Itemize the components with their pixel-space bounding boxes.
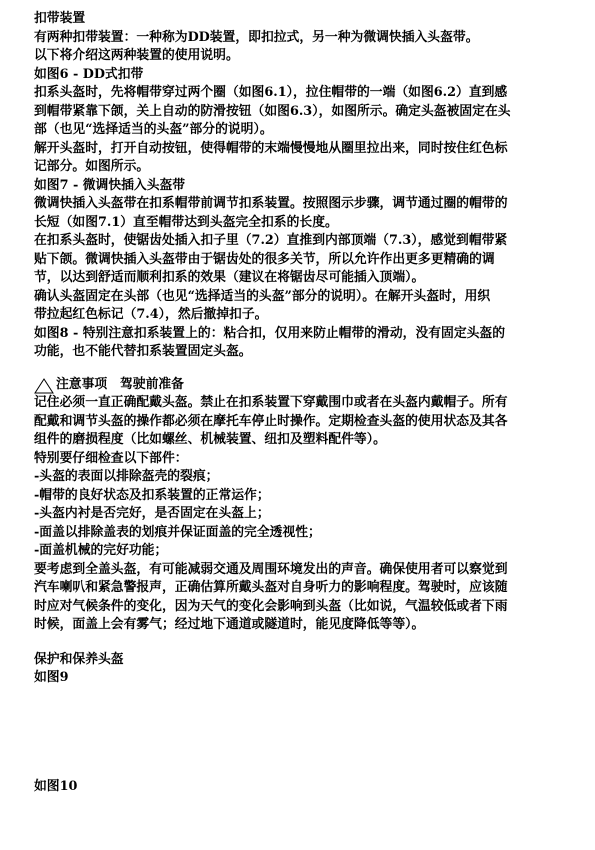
body-line: 解开头盔时，打开自动按钮，使得帽带的末端慢慢地从圈里拉出来，同时按住红色标 [34,140,508,156]
body-line: 功能，也不能代替扣系装置固定头盔。 [34,344,252,359]
body-line: 以下将介绍这两种装置的使用说明。 [34,48,239,63]
body-line: -面盖以排除盖表的划痕并保证面盖的完全透视性； [34,524,321,540]
section-body-precautions [34,394,564,635]
body-line: -头盔内衬是否完好，是否固定在头盔上； [34,506,270,521]
warning-triangle-icon [34,378,54,394]
body-line: 扣系头盔时，先将帽带穿过两个圈（如图6.1），拉住帽带的一端（如图6.2）直到感 [34,85,508,100]
body-line: 长短（如图7.1）直至帽带达到头盔完全扣系的长度。 [34,214,338,230]
body-line: 时候，面盖上会有雾气；经过地下通道或隧道时，能见度降低等等）。 [34,617,425,632]
body-line: 带拉起红色标记（7.4），然后撤掉扣子。 [34,307,268,322]
section-heading-care: 保护和保养头盔 [34,651,124,667]
body-line: 时应对气候条件的变化，因为天气的变化会影响到头盔（比如说，气温较低或者下雨 [34,598,508,614]
body-line: 配戴和调节头盔的操作都必须在摩托车停止时操作。定期检查头盔的使用状态及其各 [34,413,508,429]
body-line: -头盔的表面以排除盔壳的裂痕； [34,469,219,484]
figure-10-caption: 如图10 [34,778,78,794]
document-page [34,10,564,796]
body-line: 有两种扣带装置：一种称为DD装置，即扣拉式，另一种为微调快插入头盔带。 [34,29,479,45]
body-line: 部（也见“选择适当的头盔”部分的说明）。 [34,122,273,137]
figure-9-caption: 如图9 [34,670,69,685]
body-line: 如图8 - 特别注意扣系装置上的：粘合扣，仅用来防止帽带的滑动，没有固定头盔的 [34,325,506,341]
body-line: 组件的磨损程度（比如螺丝、机械装置、纽扣及塑料配件等）。 [34,432,386,447]
warning-heading-row [34,376,564,395]
body-line: 确认头盔固定在头部（也见“选择适当的头盔”部分的说明）。在解开头盔时，用织 [34,288,491,304]
body-line: 汽车喇叭和紧急警报声，正确估算所戴头盔对自身听力的影响程度。驾驶时，应该随 [34,580,508,595]
body-line: -帽带的良好状态及扣系装置的正常运作； [34,487,270,503]
body-line: 如图6 - DD式扣带 [34,66,144,82]
body-line: 如图7 - 微调快插入头盔带 [34,177,186,193]
body-line: 记部分。如图所示。 [34,159,150,174]
body-line: 到帽带紧靠下颌，关上自动的防滑按钮（如图6.3），如图所示。确定头盔被固定在头 [34,103,511,119]
section-heading-buckle: 扣带装置 [34,11,86,26]
body-line: -面盖机械的完好功能； [34,543,168,558]
section-body-buckle [34,29,564,362]
section-heading-precautions: 注意事项 驾驶前准备 [56,376,184,392]
body-line: 记住必须一直正确配戴头盔。禁止在扣系装置下穿戴围巾或者在头盔内戴帽子。所有 [34,395,508,410]
body-line: 要考虑到全盖头盔，有可能减弱交通及周围环境发出的声音。确保使用者可以察觉到 [34,561,508,577]
body-line: 贴下颌。微调快插入头盔带由于锯齿处的很多关节，所以允许作出更多更精确的调 [34,251,495,267]
body-line: 微调快插入头盔带在扣系帽带前调节扣系装置。按照图示步骤，调节通过圈的帽带的 [34,196,508,211]
body-line: 在扣系头盔时，使锯齿处插入扣子里（7.2）直推到内部顶端（7.3），感觉到帽带紧 [34,233,508,248]
body-line: 节，以达到舒适而顺利扣系的效果（建议在将锯齿尽可能插入顶端）。 [34,270,425,285]
body-line: 特别要仔细检查以下部件： [34,450,188,466]
